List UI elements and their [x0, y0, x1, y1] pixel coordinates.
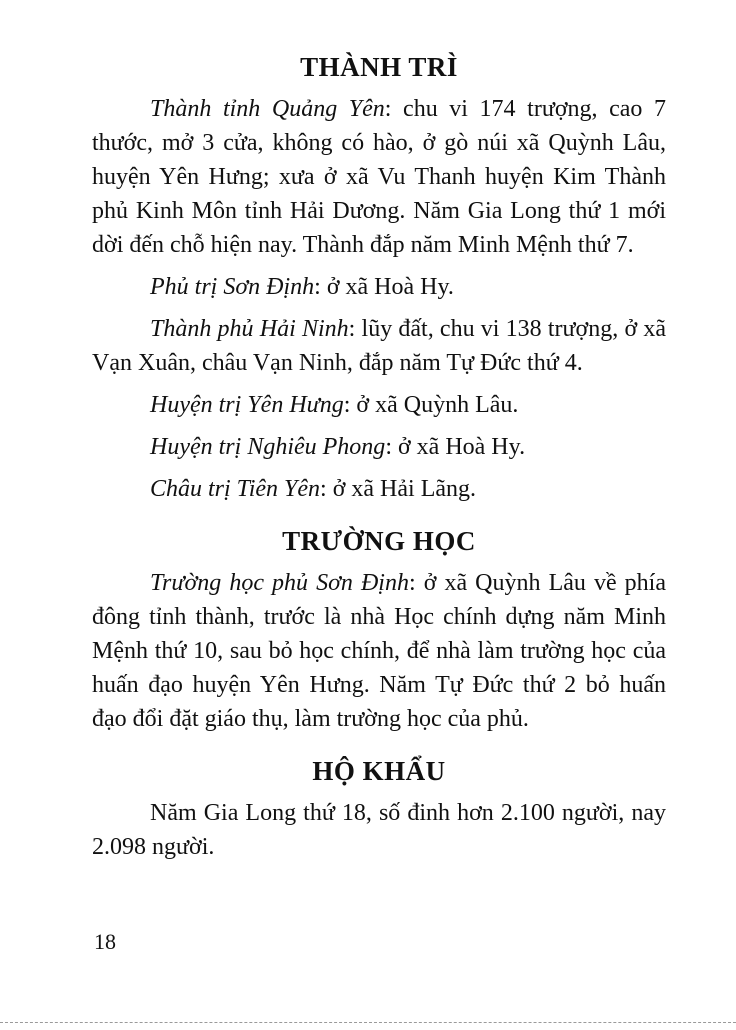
paragraph-lead: Phủ trị Sơn Định — [150, 274, 315, 300]
paragraph-thanh-tinh-quang-yen — [92, 92, 666, 262]
paragraph-truong-hoc-phu-son-dinh — [92, 566, 666, 736]
section-title-truong-hoc: TRƯỜNG HỌC — [282, 526, 476, 556]
section-title-thanh-tri: THÀNH TRÌ — [300, 52, 458, 82]
paragraph-lead: Thành phủ Hải Ninh — [150, 316, 349, 342]
paragraph-lead: Huyện trị Yên Hưng — [150, 392, 344, 418]
paragraph-huyen-tri-nghieu-phong — [92, 430, 666, 464]
paragraph-text: : ở xã Quỳnh Lâu về phía đông tỉnh thành, trước là nhà Học chính dựng năm Minh Mệnh thứ 10, sau bỏ học chính, để nhà làm trường học của huấn đạo huyện Yên Hưng. Năm Tự Đức thứ 2 bỏ huấn đạo đổi đặt giáo thụ, làm trường học của phủ. — [92, 570, 666, 732]
paragraph-phu-tri-son-dinh — [92, 270, 666, 304]
paragraph-text: : lũy đất, chu vi 138 trượng, ở xã Vạn Xuân, châu Vạn Ninh, đắp năm Tự Đức thứ 4. — [92, 316, 666, 376]
paragraph-lead: Thành tỉnh Quảng Yên — [150, 96, 385, 122]
book-page — [92, 38, 666, 864]
paragraph-thanh-phu-hai-ninh — [92, 312, 666, 380]
page-bottom-divider — [0, 1022, 736, 1023]
paragraph-text: Năm Gia Long thứ 18, số đinh hơn 2.100 người, nay 2.098 người. — [92, 800, 666, 860]
paragraph-text: : ở xã Quỳnh Lâu. — [343, 392, 519, 418]
paragraph-lead: Huyện trị Nghiêu Phong — [150, 434, 386, 460]
paragraph-text: : ở xã Hải Lãng. — [320, 476, 477, 502]
paragraph-lead: Châu trị Tiên Yên — [150, 476, 321, 502]
paragraph-lead: Trường học phủ Sơn Định — [150, 570, 409, 596]
paragraph-text: : ở xã Hoà Hy. — [385, 434, 526, 460]
section-title-ho-khau: HỘ KHẨU — [312, 756, 446, 786]
paragraph-chau-tri-tien-yen — [92, 472, 666, 506]
paragraph-ho-khau — [92, 796, 666, 864]
paragraph-text: : ở xã Hoà Hy. — [314, 274, 454, 300]
paragraph-huyen-tri-yen-hung — [92, 388, 666, 422]
page-number: 18 — [94, 929, 116, 954]
paragraph-text: : chu vi 174 trượng, cao 7 thước, mở 3 cửa, không có hào, ở gò núi xã Quỳnh Lâu, huyện Yên Hưng; xưa ở xã Vu Thanh huyện Kim Thành phủ Kinh Môn tỉnh Hải Dương. Năm Gia Long thứ 1 mới dời đến chỗ hiện nay. Thành đắp năm Minh Mệnh thứ 7. — [92, 96, 667, 258]
